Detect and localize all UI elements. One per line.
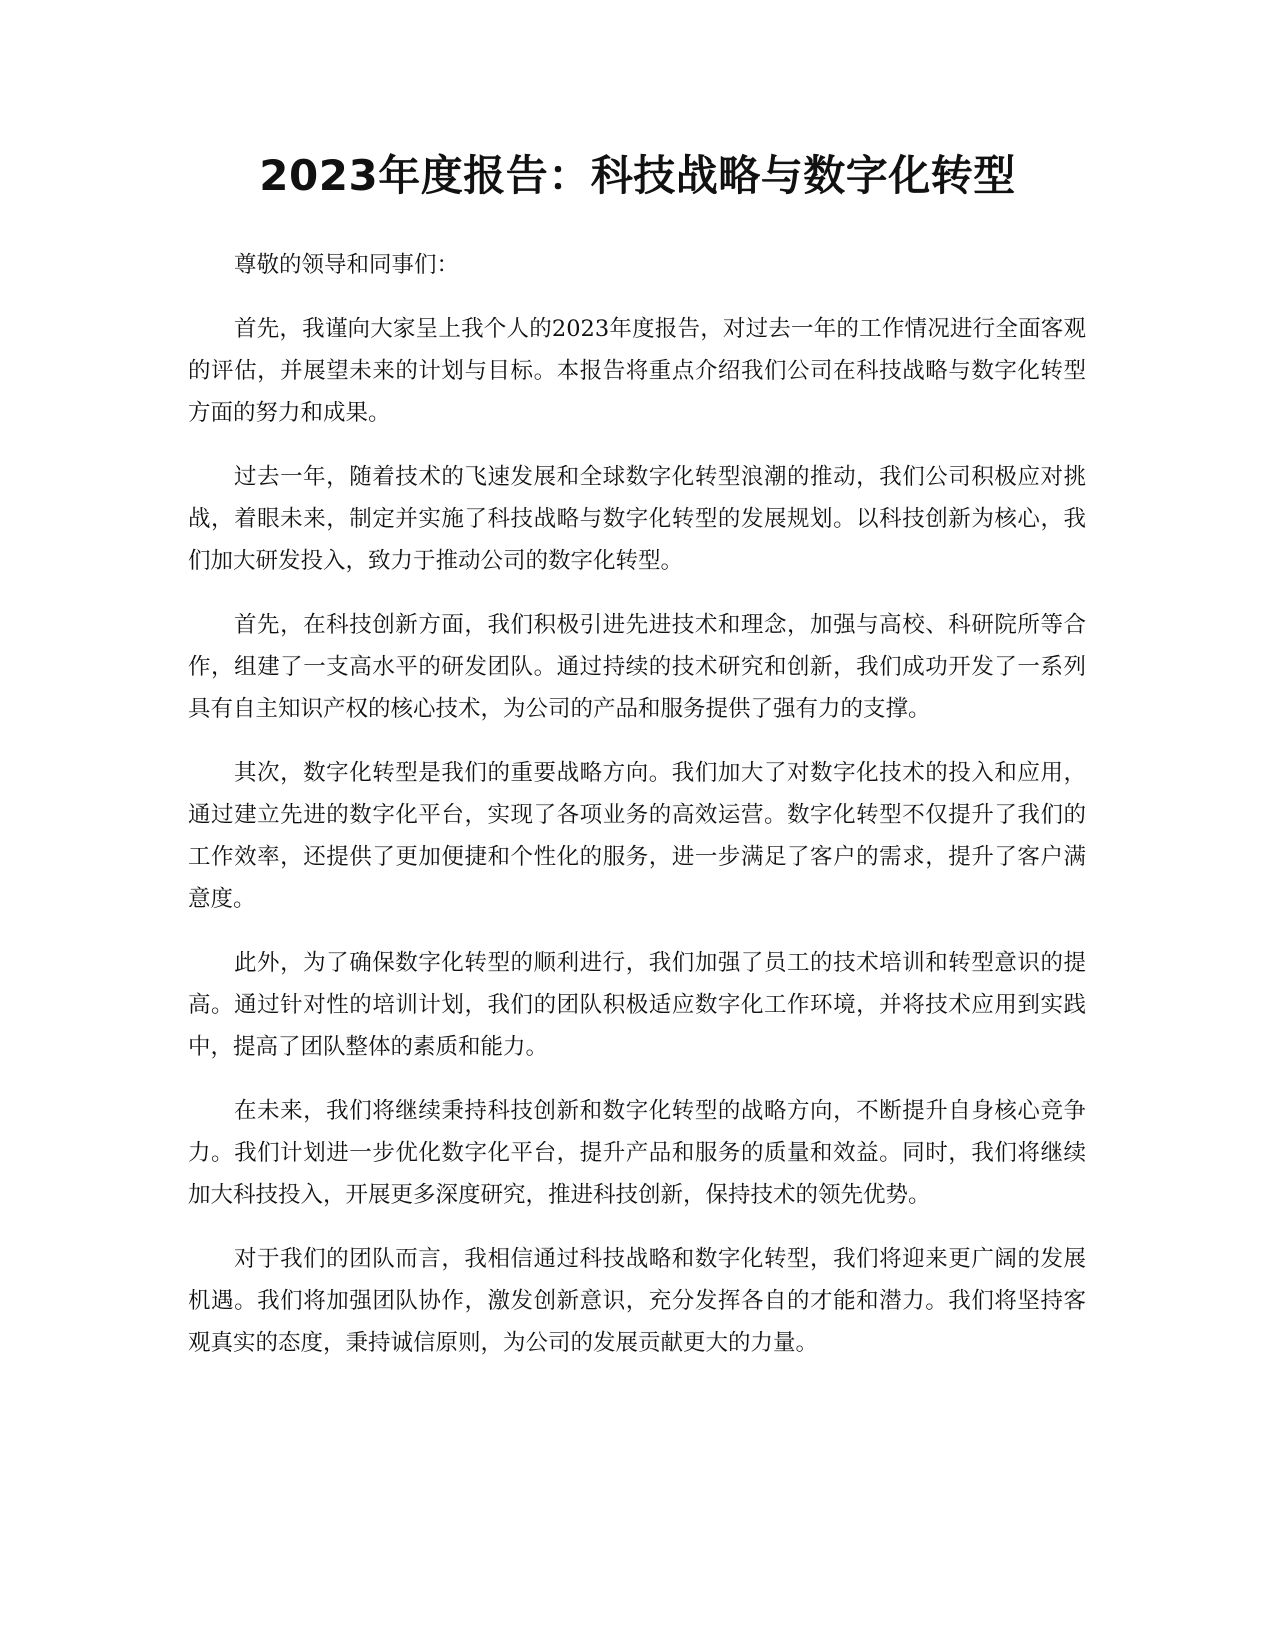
document-body bbox=[188, 244, 1086, 1386]
paragraph: 首先，我谨向大家呈上我个人的2023年度报告，对过去一年的工作情况进行全面客观的评估，并展望未来的计划与目标。本报告将重点介绍我们公司在科技战略与数字化转型方面的努力和成果。 bbox=[188, 316, 1086, 426]
paragraph: 过去一年，随着技术的飞速发展和全球数字化转型浪潮的推动，我们公司积极应对挑战，着眼未来，制定并实施了科技战略与数字化转型的发展规划。以科技创新为核心，我们加大研发投入，致力于推动公司的数字化转型。 bbox=[188, 464, 1086, 574]
salutation: 尊敬的领导和同事们： bbox=[234, 252, 460, 278]
document-title: 2023年度报告：科技战略与数字化转型 bbox=[259, 151, 1016, 200]
paragraph: 此外，为了确保数字化转型的顺利进行，我们加强了员工的技术培训和转型意识的提高。通过针对性的培训计划，我们的团队积极适应数字化工作环境，并将技术应用到实践中，提高了团队整体的素质和能力。 bbox=[188, 950, 1086, 1060]
paragraph: 首先，在科技创新方面，我们积极引进先进技术和理念，加强与高校、科研院所等合作，组建了一支高水平的研发团队。通过持续的技术研究和创新，我们成功开发了一系列具有自主知识产权的核心技术，为公司的产品和服务提供了强有力的支撑。 bbox=[188, 612, 1086, 722]
paragraph: 在未来，我们将继续秉持科技创新和数字化转型的战略方向，不断提升自身核心竞争力。我们计划进一步优化数字化平台，提升产品和服务的质量和效益。同时，我们将继续加大科技投入，开展更多深度研究，推进科技创新，保持技术的领先优势。 bbox=[188, 1098, 1086, 1208]
paragraph: 其次，数字化转型是我们的重要战略方向。我们加大了对数字化技术的投入和应用，通过建立先进的数字化平台，实现了各项业务的高效运营。数字化转型不仅提升了我们的工作效率，还提供了更加便捷和个性化的服务，进一步满足了客户的需求，提升了客户满意度。 bbox=[188, 760, 1086, 912]
paragraph: 对于我们的团队而言，我相信通过科技战略和数字化转型，我们将迎来更广阔的发展机遇。我们将加强团队协作，激发创新意识，充分发挥各自的才能和潜力。我们将坚持客观真实的态度，秉持诚信原则，为公司的发展贡献更大的力量。 bbox=[188, 1246, 1086, 1356]
